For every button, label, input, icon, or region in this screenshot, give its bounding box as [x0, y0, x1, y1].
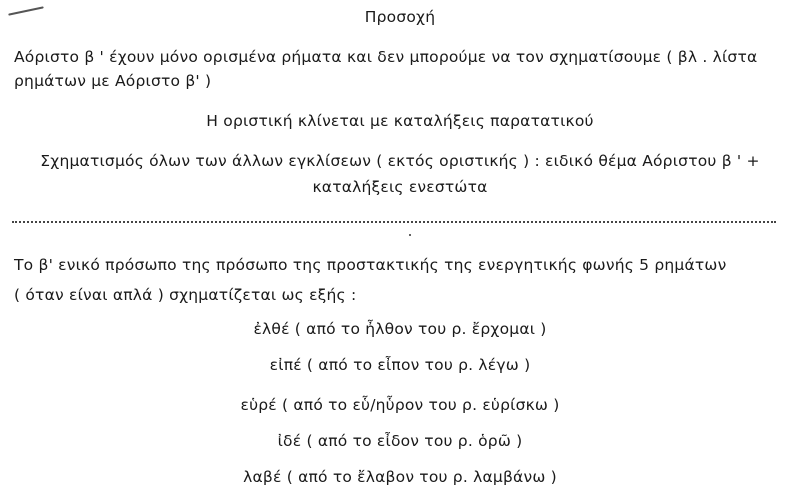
example-item: εὑρέ ( από το εὗ/ηὗρον του ρ. εὑρίσκω ) [240, 396, 560, 414]
dotted-separator [12, 221, 776, 223]
page-title: Προσοχή [364, 8, 436, 26]
indicative-rule: Η οριστική κλίνεται με καταλήξεις παρατατικού [206, 112, 594, 130]
separator-dot [409, 234, 411, 236]
example-item: λαβέ ( από το ἔλαβον του ρ. λαμβάνω ) [243, 468, 557, 486]
imperative-rule-line-2: ( όταν είναι απλά ) σχηματίζεται ως εξής : [14, 286, 357, 304]
example-item: ἰδέ ( από το εἶδον του ρ. ὁρῶ ) [277, 432, 523, 450]
example-item: εἰπέ ( από το εἶπον του ρ. λέγω ) [269, 356, 531, 374]
other-moods-rule-line-1: Σχηματισμός όλων των άλλων εγκλίσεων ( εκτός οριστικής ) : ειδικό θέμα Αόριστου β ' + [40, 152, 760, 170]
intro-text-line-1: Αόριστο β ' έχουν μόνο ορισμένα ρήματα και δεν μπορούμε να τον σχηματίσουμε ( βλ . λίστα [14, 48, 758, 66]
intro-text-line-2: ρημάτων με Αόριστο β' ) [14, 72, 212, 90]
other-moods-rule-line-2: καταλήξεις ενεστώτα [312, 178, 488, 196]
imperative-rule-line-1: Το β' ενικό πρόσωπο της πρόσωπο της προστακτικής της ενεργητικής φωνής 5 ρημάτων [14, 256, 727, 274]
example-item: ἐλθέ ( από το ἦλθον του ρ. ἔρχομαι ) [253, 320, 547, 338]
